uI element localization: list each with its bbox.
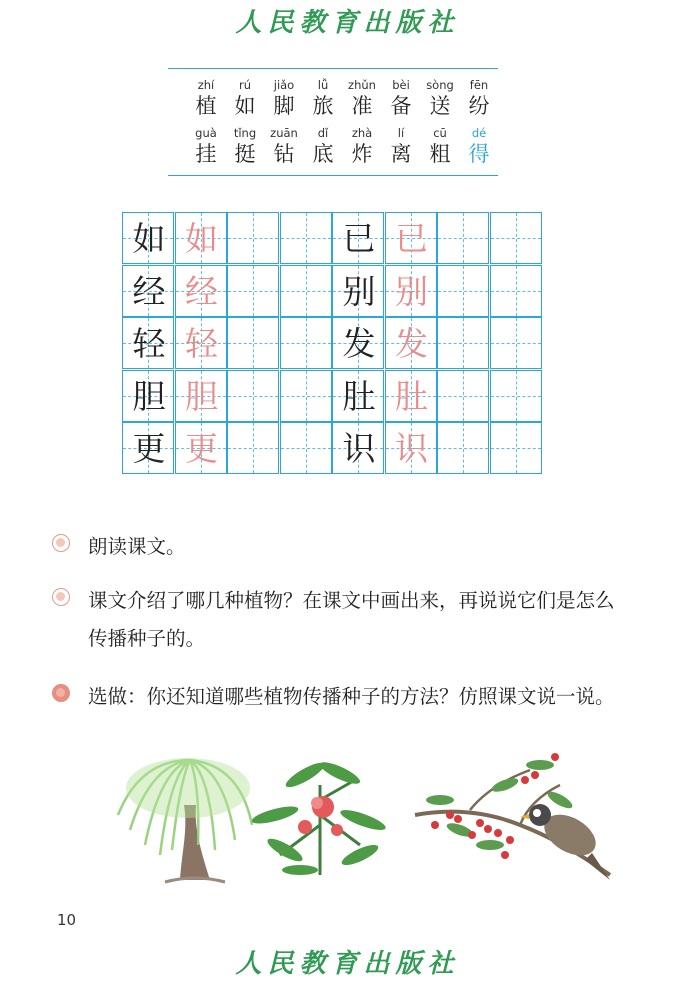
grid-cell [122, 317, 174, 369]
grid-cell [437, 212, 489, 264]
optional-bullet-icon [52, 684, 70, 702]
publisher-logo-top: 人民教育出版社 [235, 8, 460, 38]
vocab-item: lǚ 旅 [312, 78, 334, 118]
grid-cell [490, 370, 542, 422]
exercise-text: 选做：你还知道哪些植物传播种子的方法？仿照课文说一说。 [88, 685, 615, 708]
grid-cell [332, 370, 384, 422]
vocab-item: sòng 送 [426, 78, 454, 118]
grid-cell [227, 370, 279, 422]
vocabulary-box [168, 68, 498, 176]
vocab-item: zuān 钻 [270, 126, 298, 166]
bird-on-berry-branch-illustration [410, 745, 615, 885]
grid-cell [437, 422, 489, 474]
vocab-item: zhà 炸 [351, 126, 373, 166]
grid-cell [437, 265, 489, 317]
publisher-logo-bottom: 人民教育出版社 [235, 949, 460, 979]
flowering-plant-illustration [245, 755, 390, 880]
model-character: 发 [342, 324, 376, 363]
willow-tree-illustration [110, 750, 260, 885]
grid-cell [227, 212, 279, 264]
vocab-item: tǐng 挺 [233, 126, 257, 166]
grid-cell [490, 317, 542, 369]
trace-character: 肚 [395, 376, 428, 416]
model-character: 胆 [132, 376, 166, 416]
vocab-item: jiǎo 脚 [273, 78, 295, 118]
grid-cell [332, 212, 384, 264]
model-character: 轻 [132, 324, 166, 363]
vocab-item: lí 离 [390, 126, 412, 166]
model-character: 经 [132, 271, 166, 311]
grid-cell [437, 317, 489, 369]
trace-character: 胆 [185, 376, 218, 416]
grid-cell [280, 370, 332, 422]
model-character: 别 [342, 271, 376, 311]
grid-cell [385, 370, 437, 422]
vocab-row-1 [188, 77, 500, 119]
exercise-bullet-icon [52, 534, 70, 552]
trace-character: 经 [185, 271, 218, 311]
exercise-text: 朗读课文。 [88, 535, 186, 558]
trace-character: 别 [395, 271, 428, 311]
trace-character: 如 [185, 219, 218, 258]
model-character: 肚 [342, 376, 376, 416]
grid-cell [175, 370, 227, 422]
model-character: 更 [132, 429, 166, 468]
grid-cell [122, 265, 174, 317]
grid-cell [385, 212, 437, 264]
model-character: 如 [132, 219, 166, 258]
grid-cell [437, 370, 489, 422]
grid-cell [175, 212, 227, 264]
vocab-item: bèi 备 [390, 78, 412, 118]
grid-cell [227, 265, 279, 317]
grid-cell [280, 317, 332, 369]
trace-character: 轻 [185, 324, 218, 363]
grid-cell [227, 317, 279, 369]
grid-cell [385, 317, 437, 369]
grid-cell [122, 422, 174, 474]
vocab-row-2 [188, 125, 500, 167]
grid-cell [490, 212, 542, 264]
grid-cell [490, 422, 542, 474]
vocab-item: fēn 纷 [468, 78, 490, 118]
grid-cell [332, 422, 384, 474]
grid-cell [332, 317, 384, 369]
grid-cell [122, 212, 174, 264]
vocab-item: guà 挂 [195, 126, 217, 166]
grid-cell [332, 265, 384, 317]
grid-cell [227, 422, 279, 474]
trace-character: 更 [185, 429, 218, 468]
grid-cell [122, 370, 174, 422]
model-character: 识 [342, 429, 376, 468]
model-character: 已 [342, 219, 376, 258]
grid-cell [385, 422, 437, 474]
trace-character: 识 [395, 429, 428, 468]
grid-cell [280, 265, 332, 317]
grid-cell [385, 265, 437, 317]
grid-cell [280, 212, 332, 264]
exercise-bullet-icon [52, 588, 70, 606]
grid-cell [280, 422, 332, 474]
grid-cell [175, 265, 227, 317]
vocab-item: dǐ 底 [312, 126, 334, 166]
exercise-text: 课文介绍了哪几种植物？在课文中画出来，再说说它们是怎么传播种子的。 [88, 589, 615, 650]
grid-cell [175, 317, 227, 369]
writing-practice-grid [122, 212, 542, 474]
page-number: 10 [57, 911, 77, 929]
vocab-item: cū 粗 [429, 126, 451, 166]
grid-cell [490, 265, 542, 317]
trace-character: 已 [395, 219, 428, 258]
grid-cell [175, 422, 227, 474]
vocab-item: rú 如 [234, 78, 256, 118]
vocab-item: zhí 植 [195, 78, 217, 118]
vocab-item-highlighted: dé 得 [468, 126, 490, 166]
trace-character: 发 [395, 324, 428, 363]
vocab-item: zhǔn 准 [348, 78, 376, 118]
